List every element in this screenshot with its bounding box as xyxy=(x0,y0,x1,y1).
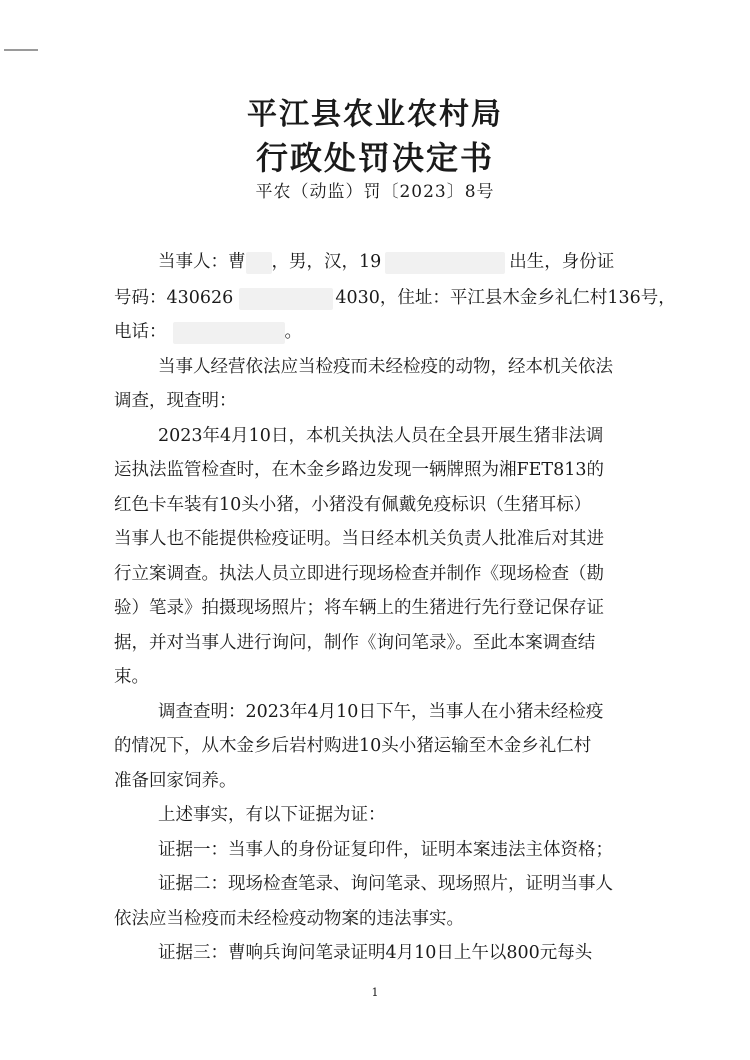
agency-title: 平江县农业农村局 xyxy=(247,97,503,132)
address-text: 4030，住址：平江县木金乡礼仁村136号， xyxy=(335,288,676,308)
body-line: 当事人也不能提供检疫证明。当日经本机关负责人批准后对其进 xyxy=(114,529,604,549)
party-line-1 xyxy=(158,250,614,274)
phone-label: 电话： xyxy=(114,322,167,342)
body-line: 束。 xyxy=(114,667,149,687)
body-line: 运执法监管检查时，在木金乡路边发现一辆牌照为湘FET813的 xyxy=(114,460,604,480)
party-line-3 xyxy=(114,320,302,344)
page-number: 1 xyxy=(371,986,379,999)
body-line: 2023年4月10日，本机关执法人员在全县开展生猪非法调 xyxy=(158,426,604,446)
body-line: 红色卡车装有10头小猪，小猪没有佩戴免疫标识（生猪耳标） xyxy=(114,495,592,515)
party-line-2 xyxy=(114,286,676,310)
body-line: 调查查明：2023年4月10日下午，当事人在小猪未经检疫 xyxy=(158,702,604,722)
party-id-label: 出生，身份证 xyxy=(509,252,615,272)
body-line: 准备回家饲养。 xyxy=(114,771,237,791)
evidence-item-2: 证据二：现场检查笔录、询问笔录、现场照片，证明当事人 xyxy=(158,874,613,894)
body-line: 当事人经营依法应当检疫而未经检疫的动物，经本机关依法 xyxy=(158,357,613,377)
phone-end: 。 xyxy=(284,322,302,342)
evidence-item-1: 证据一：当事人的身份证复印件，证明本案违法主体资格； xyxy=(158,840,613,860)
redaction-name xyxy=(246,252,272,274)
evidence-item-2-cont: 依法应当检疫而未经检疫动物案的违法事实。 xyxy=(114,909,464,929)
evidence-intro: 上述事实，有以下证据为证： xyxy=(158,805,386,825)
document-title: 行政处罚决定书 xyxy=(255,139,494,177)
id-number-prefix: 号码：430626 xyxy=(114,288,234,308)
party-name-prefix: 当事人：曹 xyxy=(158,252,246,272)
scan-edge-mark xyxy=(4,49,38,51)
party-gender-ethnicity: ，男，汉，19 xyxy=(271,252,382,272)
redaction-birthdate xyxy=(385,252,505,274)
redaction-id-number xyxy=(239,288,333,310)
body-line: 调查，现查明： xyxy=(114,391,237,411)
body-line: 行立案调查。执法人员立即进行现场检查并制作《现场检查（勘 xyxy=(114,564,604,584)
body-line: 据，并对当事人进行询问，制作《询问笔录》。至此本案调查结 xyxy=(114,633,596,653)
body-line: 的情况下，从木金乡后岩村购进10头小猪运输至木金乡礼仁村 xyxy=(114,736,592,756)
body-line: 验）笔录》拍摄现场照片；将车辆上的生猪进行先行登记保存证 xyxy=(114,598,604,618)
document-number: 平农（动监）罚〔2023〕8号 xyxy=(255,182,495,202)
evidence-item-3: 证据三：曹响兵询问笔录证明4月10日上午以800元每头 xyxy=(158,943,593,963)
redaction-phone xyxy=(173,322,285,344)
